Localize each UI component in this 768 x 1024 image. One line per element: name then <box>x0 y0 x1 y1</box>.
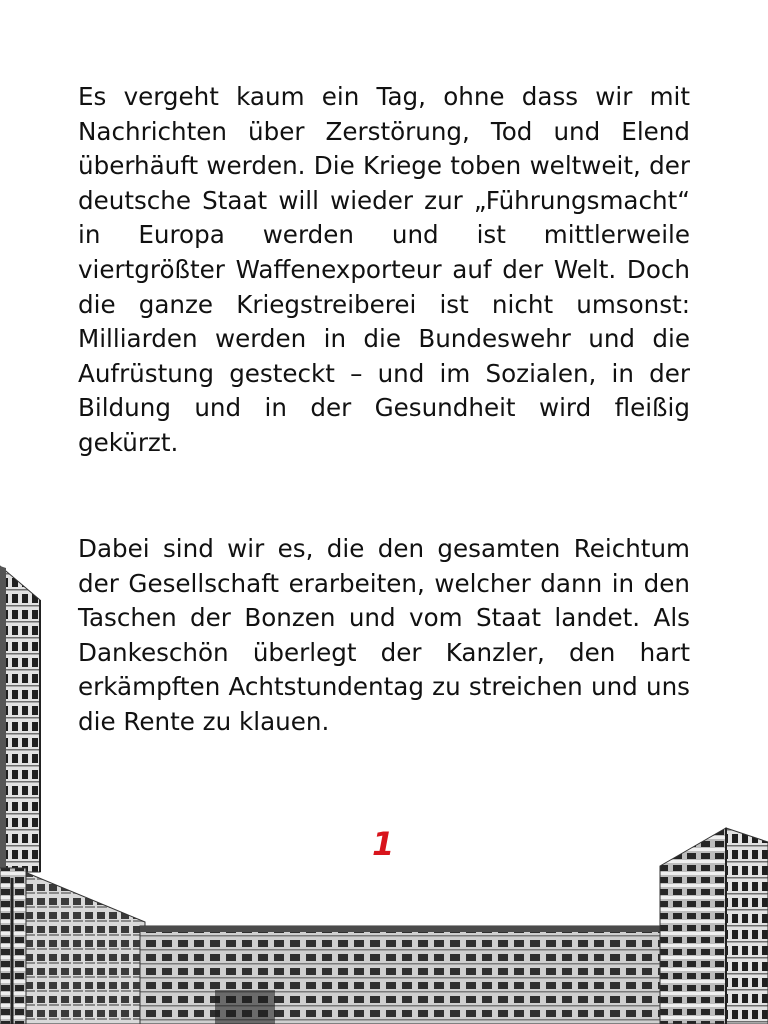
body-paragraph-2: Dabei sind wir es, die den gesamten Reichtum der Gesellschaft erarbeiten, welcher dann in den Taschen der Bonzen und vom Staat landet. Als Dankeschön überlegt der Kanzler, den hart erkämpften Achtstundentag zu streichen und uns die Rente zu klauen. <box>78 534 690 736</box>
body-paragraph-1: Es vergeht kaum ein Tag, ohne dass wir mit Nachrichten über Zerstörung, Tod und Elend überhäuft werden. Die Kriege toben weltweit, der deutsche Staat will wieder zur „Führungsmacht“ in Europa werden und ist mittlerweile viertgrößter Waffenexporteur auf der Welt. Doch die ganze Kriegstreiberei ist nicht umsonst: Milliarden werden in die Bundeswehr und die Aufrüstung gesteckt – und im Sozialen, in der Bildung und in der Gesundheit wird fleißig gekürzt. <box>78 82 690 457</box>
page-number: 1 <box>372 825 395 863</box>
